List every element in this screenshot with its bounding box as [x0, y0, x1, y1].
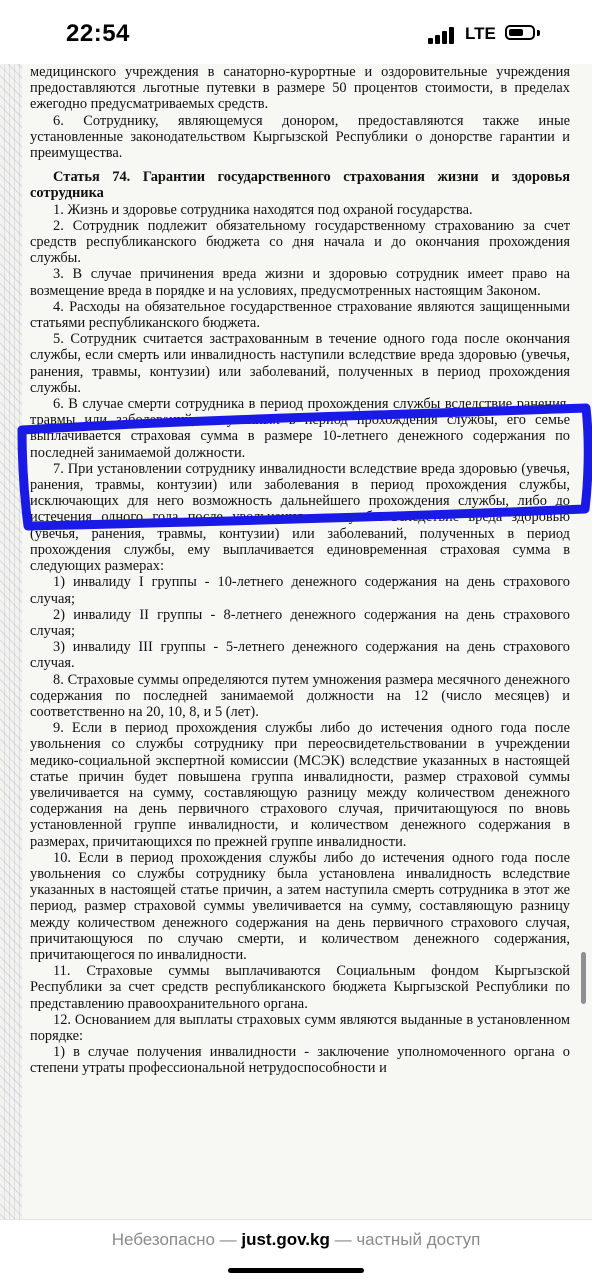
paragraph: 5. Сотрудник считается застрахованным в течение одного года после окончания службы, если смерть или инвалидность наступили вследствие вреда здоровью (увечья, ранения, травмы, контузии) или заболеваний, полученных в период прохождения службы.	[30, 331, 570, 396]
domain-name: just.gov.kg	[241, 1230, 330, 1249]
list-item: 1) в случае получения инвалидности - заключение уполномоченного органа о степени утраты профессиональной нетрудоспособности и	[30, 1044, 570, 1077]
paragraph: 9. Если в период прохождения службы либо до истечения одного года после увольнения со службы сотруднику при переосвидетельствовании в учреждении медико-социальной экспертной комиссии (МСЭК) вследствие указанных в настоящей статье причин будет повышена группа инвалидности, размер страховой суммы увеличивается на сумму, составляющую разницу между количеством денежного содержания на день первичного страхового случая, причитающуюся по вновь установленной группе инвалидности, и количеством денежного содержания в размерах, причитающихся по прежней группе инвалидности.	[30, 720, 570, 850]
paragraph: 3. В случае причинения вреда жизни и здоровью сотрудник имеет право на возмещение вреда в порядке и на условиях, предусмотренных настоящим Законом.	[30, 266, 570, 299]
list-item: 1) инвалиду I группы - 10-летнего денежного содержания на день страхового случая;	[30, 574, 570, 607]
article-title: Статья 74. Гарантии государственного страхования жизни и здоровья сотрудника	[30, 169, 570, 202]
battery-tip	[537, 30, 540, 36]
access-label: — частный доступ	[334, 1230, 481, 1249]
scrollbar[interactable]	[581, 952, 586, 1004]
document-page[interactable]	[0, 64, 592, 1219]
paragraph: медицинского учреждения в санаторно-курортные и оздоровительные учреждения предоставляются льготные путевки в размере 50 процентов стоимости, в пределах ежегодно предусматриваемых средств.	[30, 64, 570, 113]
paragraph: 12. Основанием для выплаты страховых сумм являются выданные в установленном порядке:	[30, 1011, 570, 1044]
status-bar	[0, 0, 592, 64]
clock: 22:54	[66, 20, 130, 47]
paragraph: 1. Жизнь и здоровье сотрудника находятся под охраной государства.	[53, 201, 473, 218]
paragraph: 10. Если в период прохождения службы либо до истечения одного года после увольнения со службы сотруднику была установлена инвалидность вследствие указанных в настоящей статье причин, а затем наступила смерть сотрудника в этот же период, размер страховой суммы увеличивается на сумму, составляющую разницу между количеством денежного содержания на день первичного страхового случая, причитающуюся по случаю смерти, и количеством денежного содержания, причитающегося по инвалидности.	[30, 849, 570, 963]
decorative-border	[0, 64, 22, 1219]
network-type: LTE	[465, 24, 496, 43]
highlighted-paragraph: 6. В случае смерти сотрудника в период прохождения службы вследствие ранения, травмы или заболеваний, полученных в период прохождения службы, его семье выплачивается страховая сумма в размере 10-летнего денежного содержания по последней занимаемой должности.	[30, 396, 570, 461]
home-indicator[interactable]	[228, 1268, 364, 1273]
list-item: 2) инвалиду II группы - 8-летнего денежного содержания на день страхового случая;	[30, 606, 570, 639]
cellular-signal-icon	[428, 26, 458, 44]
list-item: 3) инвалиду III группы - 5-летнего денежного содержания на день страхового случая.	[30, 639, 570, 672]
battery-icon	[505, 25, 535, 40]
paragraph: 4. Расходы на обязательное государственное страхование являются защищенными статьями республиканского бюджета.	[30, 298, 570, 332]
paragraph: 11. Страховые суммы выплачиваются Социальным фондом Кыргызской Республики за счет средств республиканского бюджета Кыргызской Республики по представлению правоохранительного органа.	[30, 963, 570, 1012]
paragraph: 6. Сотруднику, являющемуся донором, предоставляются также иные установленные законодательством Кыргызской Республики о донорстве гарантии и преимущества.	[30, 112, 570, 162]
paragraph: 7. При установлении сотруднику инвалидности вследствие вреда здоровью (увечья, ранения, травмы, контузии) или заболевания в период прохождения службы, исключающих для него возможность дальнейшего прохождения службы, либо до истечения одного года после увольнения со службы вследствие вреда здоровью (увечья, ранения, травмы, контузии) или заболеваний, полученных в период прохождения службы, ему выплачивается единовременная страховая сумма в следующих размерах:	[30, 460, 570, 575]
security-warning: Небезопасно —	[111, 1230, 237, 1249]
paragraph: 8. Страховые суммы определяются путем умножения размера месячного денежного содержания по последней занимаемой должности на 12 (число месяцев) и соответственно на 20, 10, 8, и 5 (лет).	[30, 671, 570, 720]
document-text	[30, 64, 570, 1077]
url-display[interactable]	[0, 1230, 592, 1250]
paragraph: 2. Сотрудник подлежит обязательному государственному страхованию за счет средств республиканского бюджета со дня начала и до окончания прохождения службы.	[30, 217, 570, 267]
